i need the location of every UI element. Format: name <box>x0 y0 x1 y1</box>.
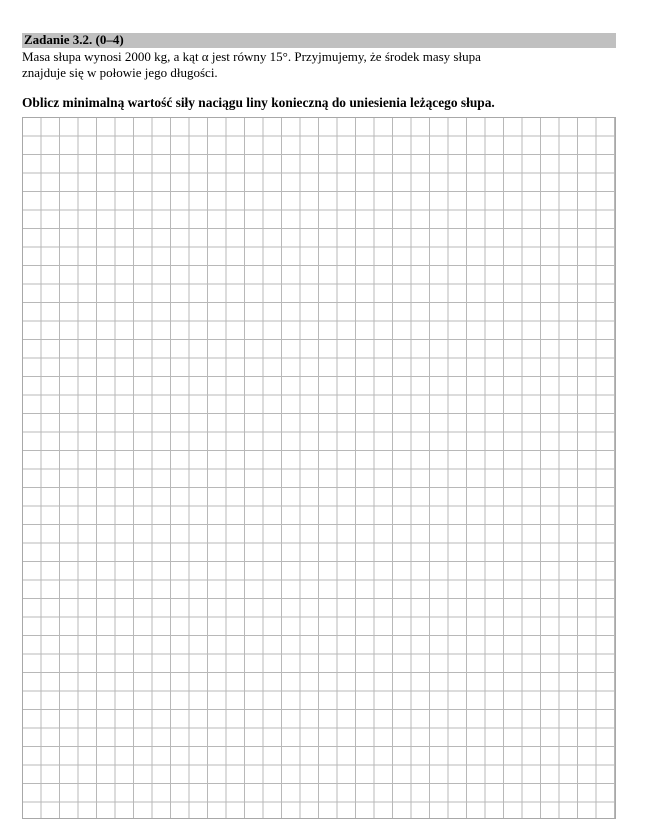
task-description <box>22 49 616 81</box>
task-description-line-2: znajduje się w połowie jego długości. <box>22 65 218 80</box>
task-instruction: Oblicz minimalną wartość siły naciągu liny konieczną do uniesienia leżącego słupa. <box>22 95 495 110</box>
task-description-line-1: Masa słupa wynosi 2000 kg, a kąt α jest równy 15°. Przyjmujemy, że środek masy słupa <box>22 49 481 64</box>
task-title: Zadanie 3.2. (0–4) <box>24 32 124 47</box>
answer-grid-area[interactable] <box>22 117 616 819</box>
